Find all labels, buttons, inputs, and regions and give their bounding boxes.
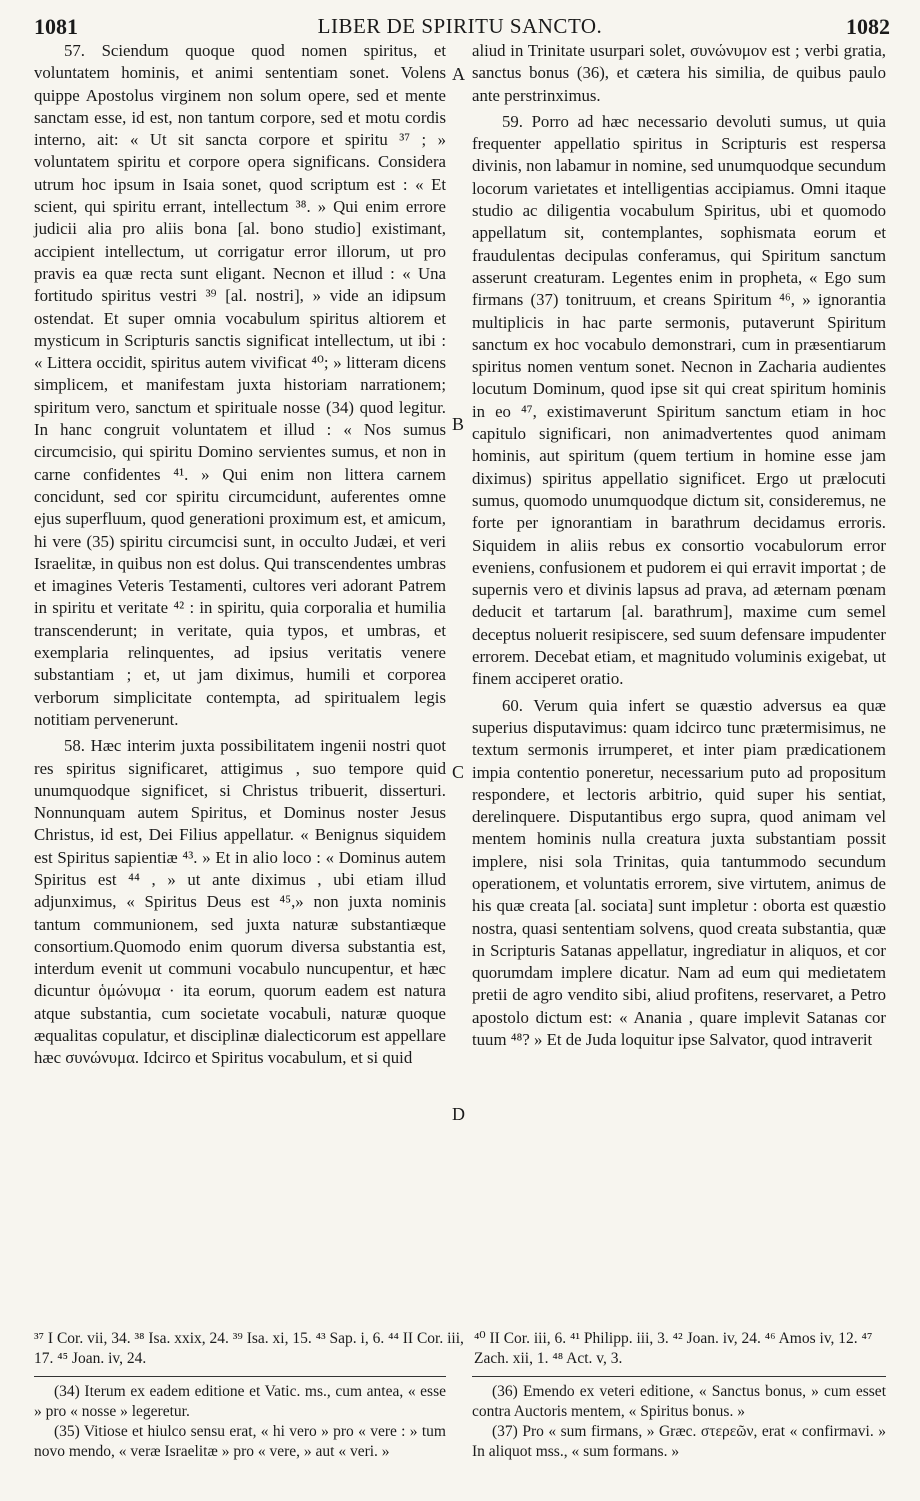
margin-mark-d: D <box>452 1104 465 1124</box>
editor-note-36: (36) Emendo ex veteri editione, « Sanctus bonus, » cum esset contra Auctoris mentem, « Spiritus bonus. » <box>472 1383 886 1420</box>
margin-mark-c: C <box>452 762 465 782</box>
book-title: LIBER DE SPIRITU SANCTO. <box>317 14 603 38</box>
paragraph-60: 60. Verum quia infert se quæstio adversus ea quæ superius disputavimus: quam idcirco tunc prætermisimus, ne textum sermonis irrumperet, et inter piam prædicationem impia contentio poneretur, necessarium puto ad propositum respondere, et lectoris arbitrio, quid super his sentiat, derelinquere. Disputantibus ergo supra, quod animam vel mentem hominis nulla creatura juxta substantiam possit implere, nisi sola Trinitas, quia tantummodo secundum operationem, et voluntatis errorem, sive virtutem, animus de his quæ creata [al. sociata] sunt impletur : oborta est quæstio nostra, quasi sententiam solvens, quod creata substantia, quæ in Scripturis Satanas appellatur, ingrediatur in aliquos, et cor quorumdam implere dicatur. Nam ad eum qui medietatem pretii de agro vendito sibi, aliud profitens, reservaret, a Petro apostolo dictum est: « Anania , quare implevit Satanas cor tuum ⁴⁸? » Et de Juda loquitur ipse Salvator, quod intraverit <box>472 695 886 1050</box>
paragraph-58-continued: aliud in Trinitate usurpari solet, συνώνυμον est ; verbi gratia, sanctus bonus (36), et cætera his similia, de quibus paulo ante perstrinximus. <box>472 41 886 105</box>
editor-note-34: (34) Iterum ex eadem editione et Vatic. ms., cum antea, « esse » pro « nosse » legeretur. <box>34 1383 446 1420</box>
notes-divider-left <box>34 1376 446 1377</box>
right-column <box>472 40 886 1055</box>
running-header <box>24 12 896 38</box>
left-page-number: 1081 <box>34 14 78 39</box>
paragraph-59: 59. Porro ad hæc necessario devoluti sumus, ut quia frequenter appellatio spiritus in Scripturis est respersa divinis, non labamur in nomine, sed unumquodque secundum locorum varietates et intelligentias accipiamus. Omni itaque studio ac diligentia vocabulum Spiritus, ubi et quomodo appellatum sit, contemplantes, sophismata eorum et fraudulentas decipulas conferamus, qui Spiritum sanctum asserunt creaturam. Legentes enim in propheta, « Ego sum firmans (37) tonitruum, et creans Spiritum ⁴⁶, » ignorantia multiplicis in hac parte sermonis, putaverunt Spiritum sanctum ex hoc vocabulo demonstrari, cum in præsentiarum spiritus nomen ventum sonet. Necnon in Zacharia audientes locutum Dominum, quod ipse sit qui creat spiritum hominis in eo ⁴⁷, existimaverunt Spiritum sanctum etiam in hoc capitulo significari, non animadvertentes quod animam hominis, aut spiritum (quem tertium in homine esse jam diximus) spiritus appellatio significet. Ergo ut prælocuti sumus, quomodo unumquodque dictum sit, consideremus, ne forte per ignorantiam in barathrum decidamus erroris. Siquidem in aliis rebus ex consortio vocabulorum error eveniens, confusionem et pudorem ei qui erravit importat ; de supernis vero et divinis lapsus ad prava, ad æternam pœnam deducit et tartarum [al. barathrum], maxime cum semel deceptus noluerit resipiscere, sed suum defensare impudenter errorem. Decebat etiam, et magnitudo voluminis exigebat, ut finem acciperet oratio. <box>472 111 886 689</box>
editor-note-35: (35) Vitiose et hiulco sensu erat, « hi vero » pro « vere : » tum novo mendo, « veræ Israelitæ » pro « vere, » aut « veri. » <box>34 1423 446 1460</box>
margin-mark-a: A <box>452 64 465 84</box>
scripture-references-left: ³⁷ I Cor. vii, 34. ³⁸ Isa. xxix, 24. ³⁹ Isa. xi, 15. ⁴³ Sap. i, 6. ⁴⁴ II Cor. iii, 17. ⁴⁵ Joan. iv, 24. <box>34 1330 464 1367</box>
margin-mark-b: B <box>452 414 465 434</box>
editor-notes-left <box>34 1382 446 1462</box>
paragraph-57: 57. Sciendum quoque quod nomen spiritus, et voluntatem hominis, et animi sententiam sonet. Volens quippe Apostolus virginem non solum opere, sed et mente sanctam esse, id est, non tantum corpore, sed et motu cordis interno, ait: « Ut sit sancta corpore et spiritu ³⁷ ; » voluntatem spiritu et corpore opera significans. Considera utrum hoc ipsum in Isaia sonet, quod scriptum est : « Et scient, qui spiritu errant, intellectum ³⁸. » Qui enim errore judicii alia pro aliis bona [al. bono studio] existimant, accipient intellectum, ut corrigatur error illorum, ut pro pravis ea quæ recta sunt eligant. Necnon et illud : « Una fortitudo spiritus vestri ³⁹ [al. nostri], » vide an idipsum ostendat. Et super omnia vocabulum spiritus altiorem et mysticum in Scripturis sanctis significat intellectum, ut ibi : « Littera occidit, spiritus autem vivificat ⁴⁰; » litteram dicens simplicem, et manifestam juxta historiam narrationem; spiritum vero, sanctum et spirituale nosse (34) quod legitur. In hanc congruit voluntatem et illud : « Nos sumus circumcisio, qui spiritu Domino servientes sumus, et non in carne confidentes ⁴¹. » Qui enim non littera carnem concidunt, sed cor spiritu circumcidunt, auferentes omne ejus superfluum, quod generationi proximum est, et amicum, hi vere (35) spiritu circumcisi sunt, in occulto Judæi, et veri Israelitæ, in quibus non est dolus. Qui transcendentes umbras et imagines Veteris Testamenti, cultores veri adorant Patrem in spiritu et veritate ⁴² : in spiritu, quia corporalia et humilia transcenderunt; in veritate, quia typos, et umbras, et exemplaria relinquentes, ad ipsius veritatis venere substantiam ; et, ut jam diximus, humili et corporea verborum simplicitate contempta, ad spiritualem legis notitiam pervenerunt. <box>34 41 446 729</box>
left-column <box>34 40 446 1074</box>
scripture-references-right: ⁴⁰ II Cor. iii, 6. ⁴¹ Philipp. iii, 3. ⁴² Joan. iv, 24. ⁴⁶ Amos iv, 12. ⁴⁷ Zach. xii, 1. ⁴⁸ Act. v, 3. <box>474 1330 873 1367</box>
paragraph-58: 58. Hæc interim juxta possibilitatem ingenii nostri quot res spiritus significaret, attigimus , suo tempore quid unumquodque significet, si Christus tribuerit, disserturi. Nonnunquam autem Spiritus, et Dominus noster Jesus Christus, id est, Dei Filius appellatur. « Benignus siquidem est Spiritus sapientiæ ⁴³. » Et in alio loco : « Dominus autem Spiritus est ⁴⁴ , » ut ante diximus , ubi etiam illud adjunximus, « Spiritus Deus est ⁴⁵,» non juxta nominis tantum communionem, sed juxta naturæ substantiæque consortium.Quomodo enim quorum diversa substantia est, interdum evenit ut communi vocabulo nuncupentur, et hæc dicuntur ὁμώνυμα · ita eorum, quorum eadem est natura atque substantia, cum societate vocabuli, naturæ quoque æqualitas copulatur, et disciplinæ dialecticorum est appellare hæc συνώνυμα. Idcirco et Spiritus vocabulum, et si quid <box>34 736 446 1068</box>
right-page-number: 1082 <box>846 14 890 39</box>
editor-note-37: (37) Pro « sum firmans, » Græc. στερεῶν, erat « confirmavi. » In aliquot mss., « sum formans. » <box>472 1423 886 1460</box>
editor-notes-right <box>472 1382 886 1462</box>
notes-divider-right <box>472 1376 886 1377</box>
